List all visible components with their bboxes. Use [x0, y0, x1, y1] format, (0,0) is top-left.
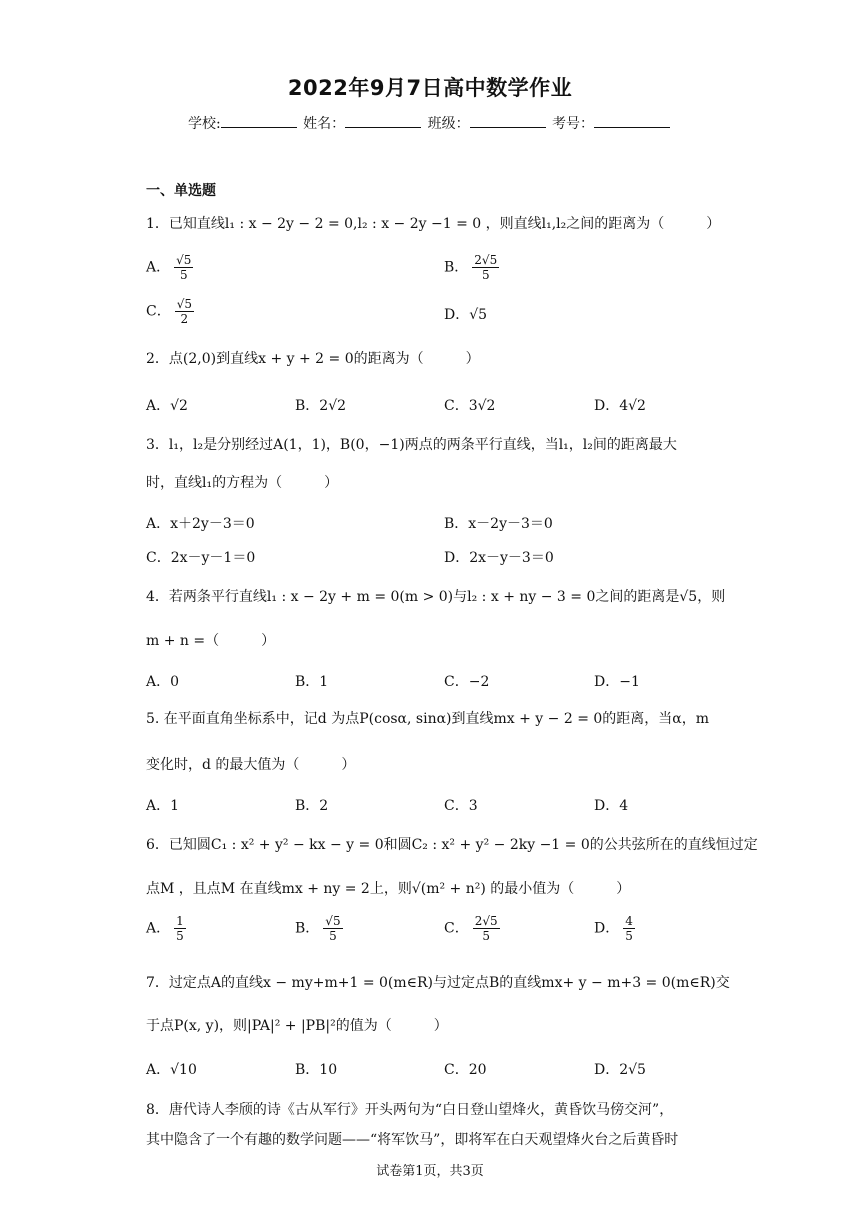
question-5-option-c: C．3 — [444, 798, 478, 814]
question-5-stem-line-2: 变化时，d 的最大值为（ ） — [146, 757, 356, 773]
class-label: 班级： — [427, 116, 470, 132]
name-blank — [345, 115, 421, 128]
question-8-stem-line-1: 8．唐代诗人李颀的诗《古从军行》开头两句为“白日登山望烽火，黄昏饮马傍交河”， — [146, 1102, 674, 1118]
question-3-option-b: B．x－2y－3＝0 — [444, 516, 553, 532]
question-7-option-a: A．√10 — [146, 1062, 197, 1078]
numerator: 2√5 — [474, 253, 498, 267]
question-3-option-d: D．2x－y－3＝0 — [444, 550, 554, 566]
question-5-option-a: A．1 — [146, 798, 180, 814]
numerator: 2√5 — [474, 914, 498, 928]
question-1-option-a — [146, 253, 193, 282]
question-5-option-b: B．2 — [295, 798, 329, 814]
option-label: B． — [295, 920, 320, 937]
numerator: 4 — [625, 914, 633, 928]
question-8-stem-line-2: 其中隐含了一个有趣的数学问题——“将军饮马”，即将军在白天观望烽火台之后黄昏时 — [146, 1132, 679, 1148]
fraction — [175, 297, 194, 326]
question-3-option-a: A．x＋2y－3＝0 — [146, 516, 255, 532]
question-3-stem-line-1: 3．l₁，l₂是分别经过A(1，1)，B(0，−1)两点的两条平行直线，当l₁，l₂间的距离最大 — [146, 437, 677, 453]
option-label: A． — [146, 259, 171, 276]
option-label: A． — [146, 920, 171, 937]
question-1-stem: 1．已知直线l₁ : x − 2y − 2 = 0,l₂ : x − 2y −1 = 0 ，则直线l₁,l₂之间的距离为（ ） — [146, 216, 721, 232]
question-6-option-b — [295, 914, 343, 943]
question-4-stem-line-2: m + n =（ ） — [146, 633, 276, 649]
question-6-option-c — [444, 914, 500, 943]
question-7-option-c: C．20 — [444, 1062, 487, 1078]
fraction — [323, 914, 342, 943]
option-label: D． — [594, 920, 620, 937]
numerator: √5 — [325, 914, 341, 928]
question-6-stem-line-2: 点M ，且点M 在直线mx + ny = 2上，则√(m² + n²) 的最小值为（ ） — [146, 881, 631, 897]
question-6-option-a — [146, 914, 186, 943]
student-info-row — [0, 113, 860, 133]
question-7-option-d: D．2√5 — [594, 1062, 646, 1078]
exam-number-label: 考号： — [552, 116, 595, 132]
question-5-option-d: D．4 — [594, 798, 629, 814]
option-label: D． — [444, 307, 470, 323]
denominator: 5 — [179, 268, 188, 282]
denominator: 5 — [329, 929, 337, 943]
question-4-option-b: B．1 — [295, 674, 329, 690]
question-2-stem: 2．点(2,0)到直线x + y + 2 = 0的距离为（ ） — [146, 351, 480, 367]
question-6-option-d — [594, 914, 635, 943]
question-2-option-b: B．2√2 — [295, 398, 347, 414]
numerator: √5 — [176, 297, 192, 311]
option-label: C． — [146, 303, 171, 320]
option-label: B． — [444, 259, 469, 276]
question-2-option-d: D．4√2 — [594, 398, 646, 414]
option-value: √5 — [469, 307, 488, 323]
denominator: 5 — [176, 929, 184, 943]
question-4-option-c: C．−2 — [444, 674, 490, 690]
question-2-option-c: C．3√2 — [444, 398, 496, 414]
page-footer: 试卷第1页，共3页 — [376, 1164, 484, 1179]
question-2-option-a: A．√2 — [146, 398, 188, 414]
question-7-stem-line-2: 于点P(x, y)，则|PA|² + |PB|²的值为（ ） — [146, 1018, 448, 1034]
question-5-stem-line-1: 5. 在平面直角坐标系中，记d 为点P(cosα, sinα)到直线mx + y − 2 = 0的距离，当α，m — [146, 711, 710, 727]
fraction — [473, 914, 500, 943]
fraction — [623, 914, 635, 943]
question-4-stem-line-1: 4．若两条平行直线l₁ : x − 2y + m = 0(m > 0)与l₂ : x + ny − 3 = 0之间的距离是√5，则 — [146, 589, 726, 605]
class-blank — [470, 115, 546, 128]
question-1-option-d — [444, 304, 487, 324]
section-heading: 一、单选题 — [146, 183, 216, 199]
fraction — [174, 914, 186, 943]
question-1-option-b — [444, 253, 499, 282]
denominator: 5 — [625, 929, 633, 943]
fraction — [472, 253, 499, 282]
denominator: 5 — [481, 268, 490, 282]
question-7-option-b: B．10 — [295, 1062, 338, 1078]
name-label: 姓名： — [303, 116, 346, 132]
numerator: √5 — [176, 253, 192, 267]
question-4-option-a: A．0 — [146, 674, 180, 690]
question-4-option-d: D．−1 — [594, 674, 640, 690]
question-7-stem-line-1: 7．过定点A的直线x − my+m+1 = 0(m∈R)与过定点B的直线mx+ y − m+3 = 0(m∈R)交 — [146, 975, 730, 991]
question-3-stem-line-2: 时，直线l₁的方程为（ ） — [146, 475, 339, 491]
question-1-option-c — [146, 297, 194, 326]
denominator: 2 — [180, 312, 189, 326]
question-3-option-c: C．2x－y－1＝0 — [146, 550, 256, 566]
school-label: 学校: — [187, 116, 221, 132]
school-blank — [221, 115, 297, 128]
fraction — [174, 253, 193, 282]
option-label: C． — [444, 920, 469, 937]
question-6-stem-line-1: 6．已知圆C₁ : x² + y² − kx − y = 0和圆C₂ : x² + y² − 2ky −1 = 0的公共弦所在的直线恒过定 — [146, 837, 758, 853]
exam-number-blank — [594, 115, 670, 128]
denominator: 5 — [482, 929, 490, 943]
page-title: 2022年9月7日高中数学作业 — [287, 76, 573, 100]
numerator: 1 — [176, 914, 184, 928]
